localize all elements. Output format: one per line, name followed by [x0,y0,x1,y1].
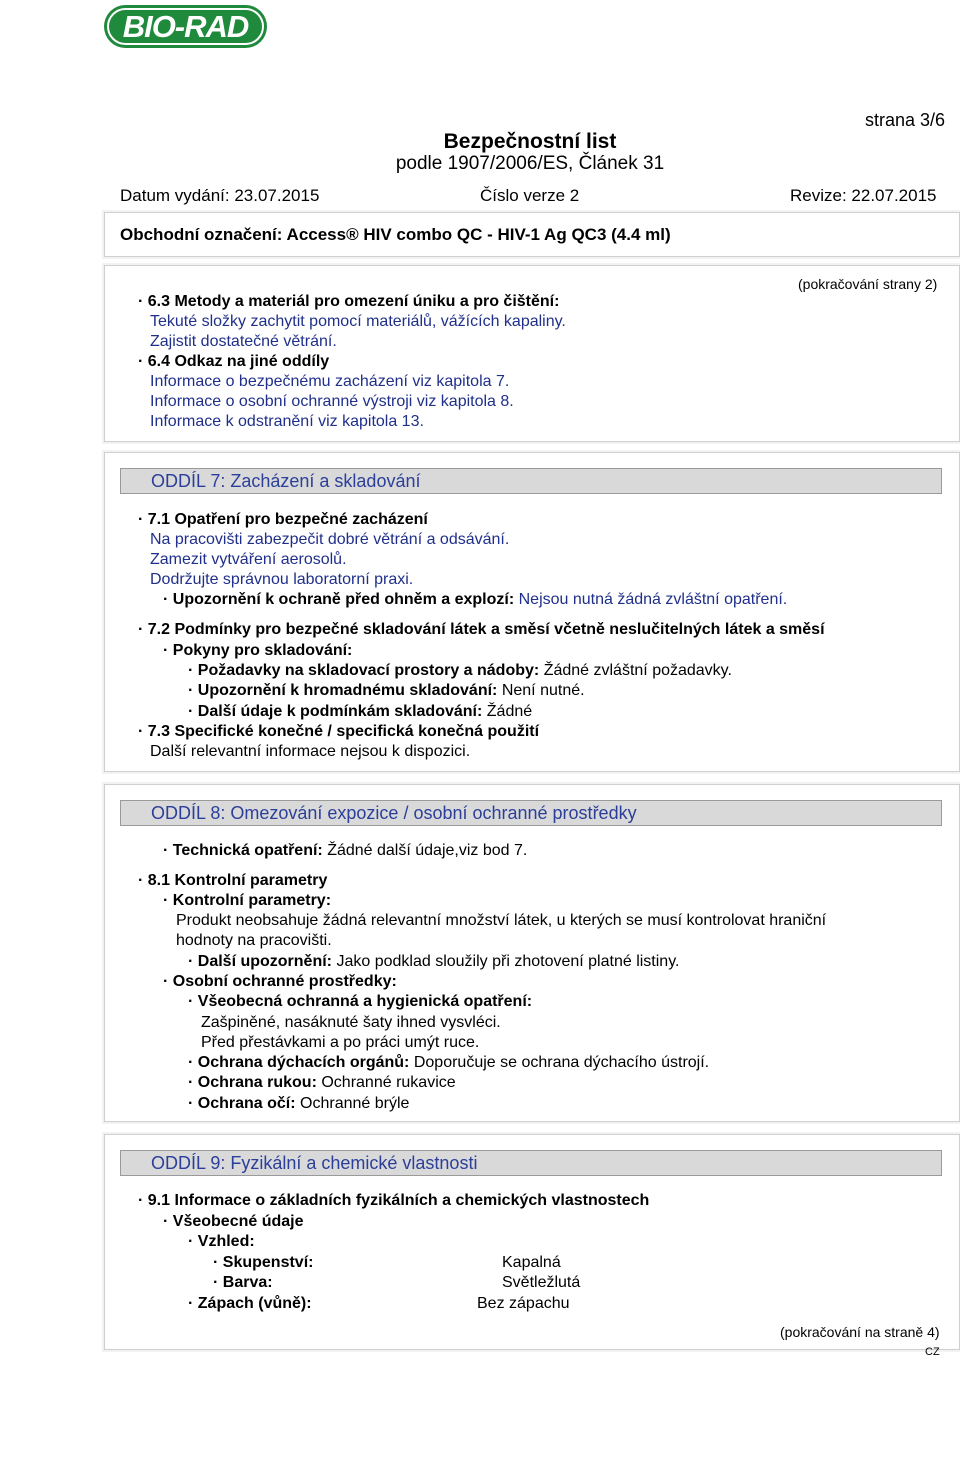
document-subtitle: podle 1907/2006/ES, Článek 31 [395,153,665,174]
text-6-4-3: Informace k odstranění viz kapitola 13. [150,413,424,430]
section-9-heading: ODDÍL 9: Fyzikální a chemické vlastnosti [120,1150,942,1176]
control-parameters-text-1: Produkt neobsahuje žádná relevantní množství látek, u kterých se musí kontrolovat hraniční [176,912,827,929]
hand-protection-value: Ochranné rukavice [321,1074,456,1091]
hand-protection [188,1073,456,1093]
respiratory-protection-value: Doporučuje se ochrana dýchacího ústrojí. [413,1054,710,1071]
respiratory-protection [188,1053,709,1073]
issue-date: Datum vydání: 23.07.2015 [120,186,320,205]
storage-requirements-label: · Požadavky na skladovací prostory a nádoby: [188,662,540,679]
other-storage-label: · Další údaje k podmínkám skladování: [188,703,483,720]
text-6-3-1: Tekuté složky zachytit pomocí materiálů, vážících kapaliny. [150,313,566,330]
odour-label: · Zápach (vůně): [188,1295,312,1312]
revision-date: Revize: 22.07.2015 [790,186,937,205]
heading-7-2: · 7.2 Podmínky pro bezpečné skladování látek a směsí včetně neslučitelných látek a směsí [138,621,825,638]
text-6-3-2: Zajistit dostatečné větrání. [150,333,337,350]
storage-instructions-label: · Pokyny pro skladování: [163,642,353,659]
fire-protection [163,590,787,610]
text-7-1-1: Na pracovišti zabezpečit dobré větrání a odsávání. [150,531,510,548]
technical-measures-label: · Technická opatření: [163,842,323,859]
fire-protection-value: Nejsou nutná žádná zvláštní opatření. [518,591,788,608]
hygiene-label: · Všeobecná ochranná a hygienická opatření: [188,993,533,1010]
additional-info-label: · Další upozornění: [188,953,332,970]
technical-measures [163,841,527,861]
appearance-label: · Vzhled: [188,1233,255,1250]
heading-6-4: · 6.4 Odkaz na jiné oddíly [138,353,330,370]
heading-9-1: · 9.1 Informace o základních fyzikálních a chemických vlastnostech [138,1192,650,1209]
version-number: Číslo verze 2 [480,186,580,205]
heading-6-3: · 6.3 Metody a materiál pro omezení úniku a pro čištění: [138,293,560,310]
eye-protection-value: Ochranné brýle [300,1095,410,1112]
color-value: Světležlutá [502,1274,581,1291]
section-8-heading: ODDÍL 8: Omezování expozice / osobní ochranné prostředky [120,800,942,826]
language-code: CZ [925,1346,940,1358]
general-info-label: · Všeobecné údaje [163,1213,304,1230]
odour-value: Bez zápachu [477,1295,570,1312]
continued-on: (pokračování na straně 4) [780,1324,940,1340]
storage-requirements [188,661,732,681]
text-7-1-2: Zamezit vytváření aerosolů. [150,551,347,568]
trade-name: Obchodní označení: Access® HIV combo QC - HIV-1 Ag QC3 (4.4 ml) [120,225,671,244]
other-storage-value: Žádné [486,703,533,720]
page-number: strana 3/6 [865,110,946,130]
form-value: Kapalná [502,1254,561,1271]
common-storage-value: Není nutné. [501,682,585,699]
respiratory-protection-label: · Ochrana dýchacích orgánů: [188,1054,410,1071]
text-7-1-3: Dodržujte správnou laboratorní praxi. [150,571,414,588]
additional-info-value: Jako podklad sloužily při zhotovení platné listiny. [336,953,680,970]
text-6-4-2: Informace o osobní ochranné výstroji viz kapitola 8. [150,393,514,410]
bio-rad-logo: BIO-RAD [104,5,267,48]
text-7-3: Další relevantní informace nejsou k dispozici. [150,743,471,760]
storage-requirements-value: Žádné zvláštní požadavky. [543,662,732,679]
fire-protection-label: · Upozornění k ochraně před ohněm a explozí: [163,591,515,608]
heading-8-1: · 8.1 Kontrolní parametry [138,872,328,889]
continued-from: (pokračování strany 2) [798,276,938,292]
text-6-4-1: Informace o bezpečnému zacházení viz kapitola 7. [150,373,510,390]
ppe-label: · Osobní ochranné prostředky: [163,973,397,990]
common-storage-label: · Upozornění k hromadnému skladování: [188,682,498,699]
technical-measures-value: Žádné další údaje,viz bod 7. [327,842,528,859]
eye-protection-label: · Ochrana očí: [188,1095,296,1112]
document-title: Bezpečnostní list [443,130,617,153]
additional-info [188,952,679,972]
control-parameters-text-2: hodnoty na pracovišti. [176,932,332,949]
section-7-heading: ODDÍL 7: Zacházení a skladování [120,468,942,494]
hand-protection-label: · Ochrana rukou: [188,1074,317,1091]
heading-7-1: · 7.1 Opatření pro bezpečné zacházení [138,511,428,528]
common-storage [188,681,585,701]
other-storage [188,702,532,722]
hygiene-text-2: Před přestávkami a po práci umýt ruce. [201,1034,480,1051]
control-parameters-label: · Kontrolní parametry: [163,892,332,909]
hygiene-text-1: Zašpiněné, nasáknuté šaty ihned vysvléci. [201,1014,501,1031]
eye-protection [188,1094,409,1114]
heading-7-3: · 7.3 Specifické konečné / specifická konečná použití [138,723,540,740]
color-label: · Barva: [213,1274,273,1291]
form-label: · Skupenství: [213,1254,314,1271]
